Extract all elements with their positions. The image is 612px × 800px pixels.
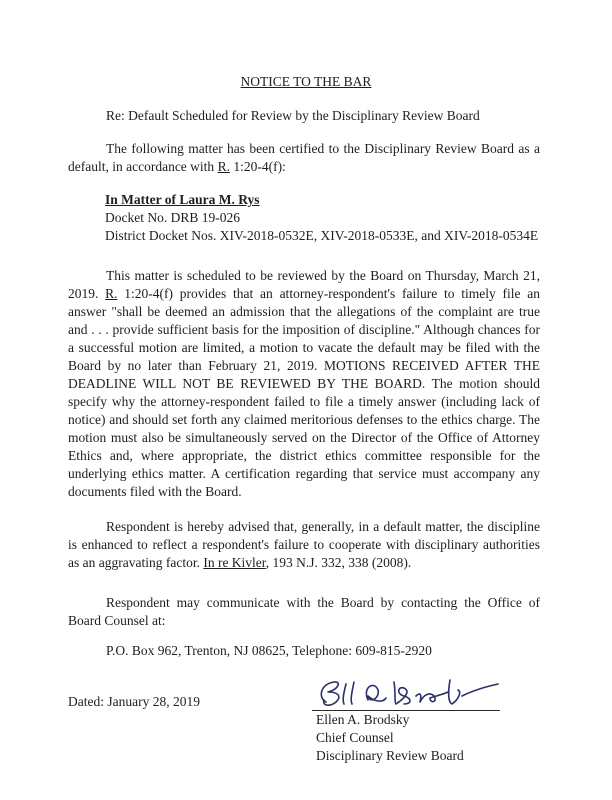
advisory-text: Respondent is hereby advised that, generally, in a default matter, the discipline is enhanced to reflect a respondent's failure to cooperate with disciplinary authorities as an aggravating factor. — [68, 519, 540, 570]
notice-title: NOTICE TO THE BAR — [240, 74, 372, 89]
schedule-text-rest: 1:20-4(f) provides that an attorney-respondent's failure to timely file an answer "shall be deemed an admission that the allegations of the complaint are true and . . . provide sufficient basis for the imposition of discipline." Although chances for a successful motion are limited, a motion to vacate the default may be filed with the Board by no later than February 21, 2019. MOTIONS RECEIVED AFTER THE DEADLINE WILL NOT BE REVIEWED BY THE BOARD. The motion should specify why the attorney-respondent failed to file a timely answer (including lack of notice) and should set forth any claimed meritorious defenses to the ethics charge. The motion must also be simultaneously served on the Director of the Office of Attorney Ethics and, where appropriate, the district ethics committee responsible for the underlying ethics matter. A certification regarding that service must accompany any documents filed with the Board. — [68, 286, 540, 499]
citation-reporter: , 193 N.J. 332, 338 (2008). — [265, 555, 412, 570]
handwritten-signature — [312, 670, 512, 714]
contact-paragraph: Respondent may communicate with the Board by contacting the Office of Board Counsel at: — [68, 595, 540, 628]
docket-number: Docket No. DRB 19-026 — [105, 210, 240, 225]
re-line: Re: Default Scheduled for Review by the Disciplinary Review Board — [106, 108, 480, 123]
case-title: In Matter of Laura M. Rys — [105, 192, 260, 207]
intro-text: The following matter has been certified to the Disciplinary Review Board as a default, in accordance with — [68, 141, 540, 174]
advisory-paragraph — [68, 518, 540, 572]
rule-reference: R. — [217, 159, 230, 174]
intro-rule-number: 1:20-4(f): — [229, 159, 286, 174]
case-block — [105, 191, 545, 245]
rule-reference-2: R. — [105, 286, 118, 301]
address-line: P.O. Box 962, Trenton, NJ 08625, Telephone: 609-815-2920 — [106, 643, 432, 658]
schedule-text-start: This matter is scheduled to be reviewed by the Board on Thursday, March 21, 2019. — [68, 268, 540, 301]
signatory-organization: Disciplinary Review Board — [316, 748, 464, 763]
dated-line: Dated: January 28, 2019 — [68, 694, 200, 709]
intro-paragraph — [68, 140, 540, 176]
schedule-paragraph — [68, 267, 540, 501]
district-docket-numbers: District Docket Nos. XIV-2018-0532E, XIV-2018-0533E, and XIV-2018-0534E — [105, 228, 539, 243]
signatory-title: Chief Counsel — [316, 730, 394, 745]
signature-block — [316, 711, 464, 765]
case-citation: In re Kivler — [203, 555, 266, 570]
signatory-name: Ellen A. Brodsky — [316, 712, 410, 727]
